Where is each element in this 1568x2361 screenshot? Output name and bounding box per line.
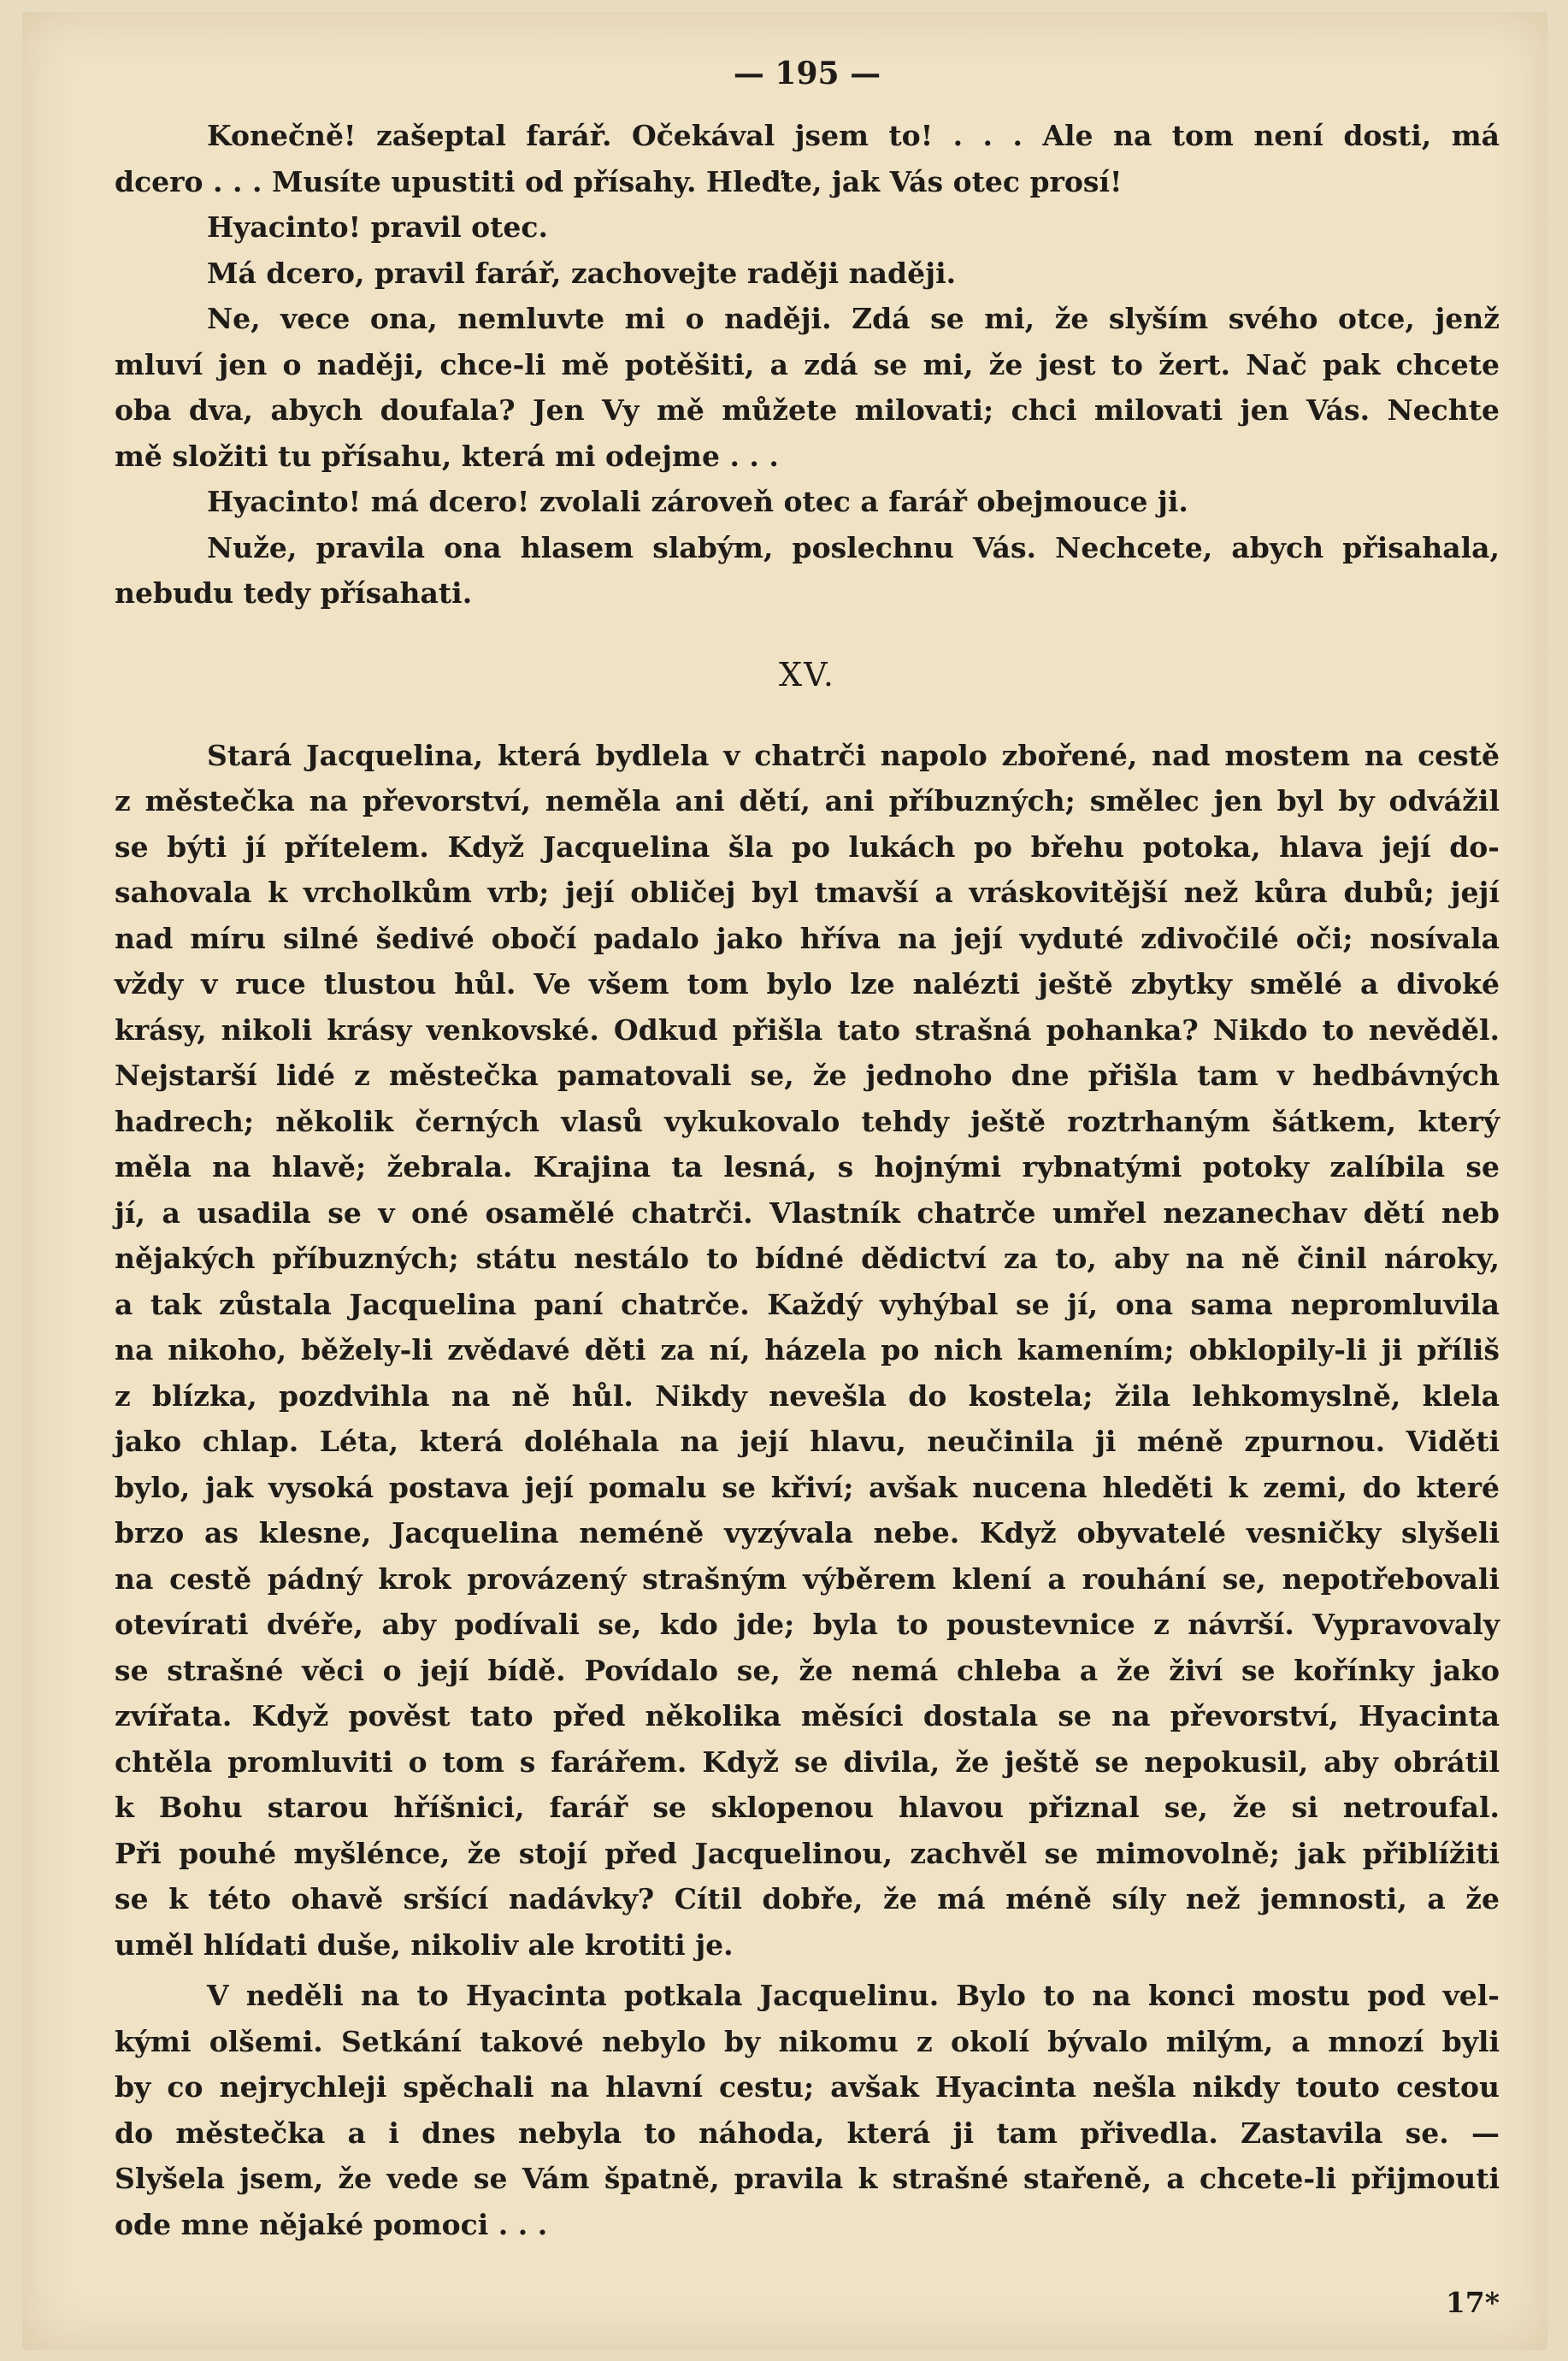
text-line: z blízka, pozdvihla na ně hůl. Nikdy nevešla do kostela; žila lehkomyslně, klela: [115, 1378, 1500, 1413]
book-page: [22, 12, 1547, 2350]
text-line: V neděli na to Hyacinta potkala Jacquelinu. Bylo to na konci mostu pod vel-: [207, 1979, 1500, 2012]
dialogue-section: [115, 113, 1500, 617]
text-line: na cestě pádný krok provázený strašným výběrem klení a rouhání se, nepotřebovali: [115, 1561, 1500, 1596]
text-line: Má dcero, pravil farář, zachovejte raději naději.: [207, 256, 957, 290]
text-line: do městečka a i dnes nebyla to náhoda, která ji tam přivedla. Zastavila se. —: [115, 2116, 1500, 2150]
text-line: měla na hlavě; žebrala. Krajina ta lesná, s hojnými rybnatými potoky zalíbila se: [115, 1150, 1500, 1183]
text-line: Ne, vece ona, nemluvte mi o naději. Zdá se mi, že slyším svého otce, jenž: [207, 302, 1500, 335]
text-line: uměl hlídati duše, nikoliv ale krotiti je.: [115, 1927, 734, 1962]
text-line: zvířata. Když pověst tato před několika měsíci dostala se na převorství, Hyacinta: [115, 1699, 1500, 1732]
text-line: sahovala k vrcholkům vrb; její obličej byl tmavší a vráskovitější než kůra dubů; její: [115, 876, 1500, 909]
text-line: Stará Jacquelina, která bydlela v chatrči napolo zbořené, nad mostem na cestě: [207, 738, 1500, 772]
text-line: se k této ohavě sršící nadávky? Cítil dobře, že má méně síly než jemnosti, a že: [115, 1882, 1500, 1915]
text-line: oba dva, abych doufala? Jen Vy mě můžete milovati; chci milovati jen Vás. Nechte: [115, 393, 1500, 427]
text-line: jako chlap. Léta, která doléhala na její hlavu, neučinila ji méně zpurnou. Viděti: [115, 1425, 1500, 1458]
text-line: Konečně! zašeptal farář. Očekával jsem to! . . . Ale na tom není dosti, má: [207, 119, 1500, 152]
text-line: Nuže, pravila ona hlasem slabým, poslechnu Vás. Nechcete, abych přisahala,: [207, 530, 1500, 564]
text-line: Hyacinto! má dcero! zvolali zároveň otec a farář obejmouce ji.: [207, 485, 1188, 518]
text-line: se strašné věci o její bídě. Povídalo se, že nemá chleba a že živí se kořínky jako: [115, 1653, 1500, 1687]
text-line: brzo as klesne, Jacquelina neméně vyzývala nebe. Když obyvatelé vesničky slyšeli: [115, 1516, 1500, 1549]
page-number: — 195 —: [733, 56, 881, 91]
text-line: na nikoho, běžely-li zvědavé děti za ní, házela po nich kamením; obklopily-li ji příliš: [115, 1333, 1500, 1366]
text-line: dcero . . . Musíte upustiti od přísahy. Hleďte, jak Vás otec prosí!: [115, 164, 1123, 198]
text-line: Při pouhé myšlénce, že stojí před Jacquelinou, zachvěl se mimovolně; jak přiblížiti: [115, 1836, 1500, 1870]
text-line: otevírati dvéře, aby podívali se, kdo jde; byla to poustevnice z návrší. Vypravovaly: [115, 1608, 1500, 1641]
chapter-paragraph: [115, 733, 1500, 1968]
final-paragraph: [115, 1973, 1500, 2247]
text-line: jí, a usadila se v oné osamělé chatrči. Vlastník chatrče umřel nezanechav dětí neb: [115, 1195, 1500, 1230]
text-line: bylo, jak vysoká postava její pomalu se křiví; avšak nucena hleděti k zemi, do které: [115, 1470, 1500, 1504]
text-line: nějakých příbuzných; státu nestálo to bídné dědictví za to, aby na ně činil nároky,: [115, 1242, 1500, 1275]
text-line: hadrech; několik černých vlasů vykukovalo tehdy ještě roztrhaným šátkem, který: [115, 1104, 1500, 1138]
text-line: a tak zůstala Jacquelina paní chatrče. Každý vyhýbal se jí, ona sama nepromluvila: [115, 1287, 1500, 1321]
chapter-heading: XV.: [779, 655, 835, 694]
text-line: kými olšemi. Setkání takové nebylo by nikomu z okolí bývalo milým, a mnozí byli: [115, 2024, 1500, 2058]
text-line: nad míru silné šedivé obočí padalo jako hříva na její vyduté zdivočilé oči; nosívala: [115, 921, 1500, 955]
text-line: krásy, nikoli krásy venkovské. Odkud přišla tato strašná pohanka? Nikdo to nevěděl.: [115, 1012, 1500, 1047]
text-line: mě složiti tu přísahu, která mi odejme . . .: [115, 439, 779, 473]
signature-mark: 17*: [1445, 2286, 1500, 2319]
text-line: mluví jen o naději, chce-li mě potěšiti, a zdá se mi, že jest to žert. Nač pak chcete: [115, 347, 1500, 381]
text-line: z městečka na převorství, neměla ani dětí, ani příbuzných; smělec jen byl by odvážil: [115, 784, 1500, 817]
text-line: ode mne nějaké pomoci . . .: [115, 2207, 548, 2241]
page-content: [115, 50, 1500, 2319]
text-line: vždy v ruce tlustou hůl. Ve všem tom bylo lze nalézti ještě zbytky smělé a divoké: [115, 967, 1500, 1000]
text-line: nebudu tedy přísahati.: [115, 576, 473, 610]
text-line: k Bohu starou hříšnici, farář se sklopenou hlavou přiznal se, že si netroufal.: [115, 1791, 1500, 1824]
text-line: by co nejrychleji spěchali na hlavní cestu; avšak Hyacinta nešla nikdy touto cestou: [115, 2070, 1500, 2104]
text-line: chtěla promluviti o tom s farářem. Když se divila, že ještě se nepokusil, aby obrátil: [115, 1744, 1500, 1779]
text-line: Hyacinto! pravil otec.: [207, 210, 548, 244]
text-line: se býti jí přítelem. Když Jacquelina šla po lukách po břehu potoka, hlava její do-: [115, 829, 1500, 864]
text-line: Slyšela jsem, že vede se Vám špatně, pravila k strašné stařeně, a chcete-li přijmouti: [115, 2162, 1500, 2195]
text-line: Nejstarší lidé z městečka pamatovali se, že jednoho dne přišla tam v hedbávných: [115, 1059, 1500, 1092]
